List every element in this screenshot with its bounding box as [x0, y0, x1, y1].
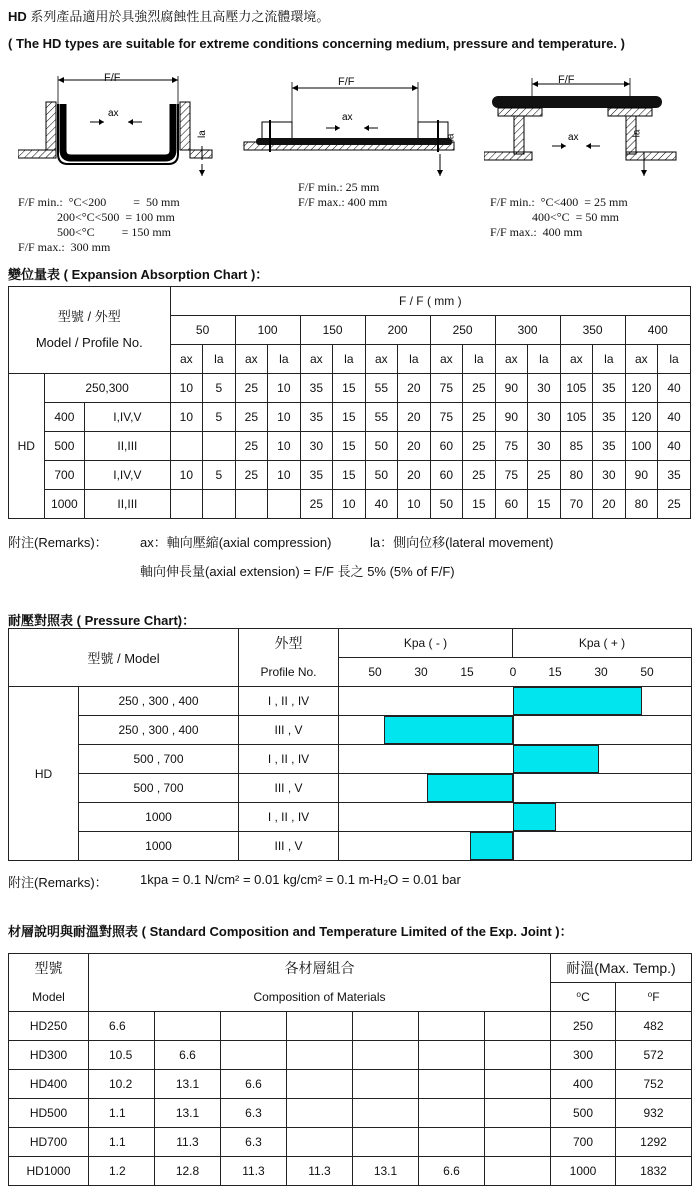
comp-layer — [419, 1012, 485, 1041]
pressure-zero-axis — [513, 716, 514, 744]
comp-layer — [485, 1070, 551, 1099]
pressure-remark-label: 附注(Remarks)： — [8, 875, 108, 890]
pressure-tick-label: 30 — [414, 665, 428, 679]
ax-label-3: ax — [568, 132, 579, 143]
exp-cell: 15 — [333, 374, 366, 403]
pressure-bar-cell — [339, 716, 692, 745]
exp-cell: 35 — [658, 461, 691, 490]
exp-cell: 30 — [593, 461, 626, 490]
comp-layer: 12.8 — [155, 1157, 221, 1186]
pressure-bar — [513, 803, 556, 831]
comp-layer — [353, 1128, 419, 1157]
comp-layer: 13.1 — [155, 1099, 221, 1128]
pressure-model: 500 , 700 — [79, 774, 239, 803]
pressure-tick-label: 15 — [548, 665, 562, 679]
exp-la-header: la — [203, 345, 236, 374]
pressure-bar-cell — [339, 745, 692, 774]
comp-header-unit-c: ⁰C — [551, 983, 616, 1012]
exp-row — [9, 432, 691, 461]
comp-header-comp-zh: 各材層組合 — [89, 954, 551, 983]
pressure-tick-label: 15 — [460, 665, 474, 679]
comp-layer — [419, 1041, 485, 1070]
exp-remark-ax: ax：軸向壓縮(axial compression) — [140, 535, 332, 550]
exp-cell: 55 — [365, 403, 398, 432]
exp-cell: 80 — [625, 490, 658, 519]
exp-ax-header: ax — [430, 345, 463, 374]
pressure-tick-label: 50 — [640, 665, 654, 679]
comp-layer — [287, 1099, 353, 1128]
diagram-3-caption: F/F min.: °C<400 = 25 mm 400<°C = 50 mm F/F max.: 400 mm — [490, 195, 628, 239]
exp-cell: 20 — [398, 461, 431, 490]
exp-model: 250,300 — [44, 374, 170, 403]
pressure-model: 250 , 300 , 400 — [79, 716, 239, 745]
exp-size-150: 150 — [300, 316, 365, 345]
exp-model: 700 — [44, 461, 85, 490]
exp-cell: 10 — [333, 490, 366, 519]
pressure-header-model: 型號 / Model — [9, 629, 239, 687]
exp-cell: 105 — [560, 403, 593, 432]
exp-cell: 105 — [560, 374, 593, 403]
comp-header-comp-en: Composition of Materials — [89, 983, 551, 1012]
exp-cell: 120 — [625, 403, 658, 432]
kpa-neg-label: Kpa ( - ) — [339, 629, 513, 657]
exp-cell: 80 — [560, 461, 593, 490]
exp-cell: 75 — [430, 374, 463, 403]
exp-cell: 20 — [593, 490, 626, 519]
comp-row — [9, 1099, 692, 1128]
exp-size-200: 200 — [365, 316, 430, 345]
ff-label-2: F/F — [338, 76, 355, 88]
diagram-u-profile — [18, 72, 218, 182]
exp-cell: 35 — [593, 374, 626, 403]
exp-cell: 10 — [170, 374, 203, 403]
comp-layer — [353, 1070, 419, 1099]
comp-temp-f: 482 — [616, 1012, 692, 1041]
exp-cell — [170, 490, 203, 519]
comp-temp-f: 932 — [616, 1099, 692, 1128]
comp-header-model-en: Model — [9, 983, 89, 1012]
comp-row — [9, 1012, 692, 1041]
exp-cell: 15 — [463, 490, 496, 519]
exp-size-100: 100 — [235, 316, 300, 345]
exp-cell: 25 — [528, 461, 561, 490]
exp-cell: 25 — [658, 490, 691, 519]
exp-header-model: 型號 / 外型 Model / Profile No. — [9, 287, 171, 374]
exp-cell: 60 — [495, 490, 528, 519]
exp-cell: 70 — [560, 490, 593, 519]
ff-label-1: F/F — [104, 72, 121, 84]
pressure-profile: I , II , IV — [239, 687, 339, 716]
exp-profile: I,IV,V — [85, 403, 170, 432]
comp-model: HD300 — [9, 1041, 89, 1070]
exp-cell: 40 — [658, 432, 691, 461]
comp-model: HD400 — [9, 1070, 89, 1099]
exp-model: 500 — [44, 432, 85, 461]
pressure-bar-cell — [339, 774, 692, 803]
exp-row — [9, 374, 691, 403]
exp-cell: 85 — [560, 432, 593, 461]
comp-layer — [485, 1128, 551, 1157]
ax-label-2: ax — [342, 112, 353, 123]
comp-temp-c: 300 — [551, 1041, 616, 1070]
kpa-pos-label: Kpa ( + ) — [578, 636, 626, 650]
exp-cell: 15 — [333, 432, 366, 461]
pressure-row — [9, 745, 692, 774]
pressure-bar-cell — [339, 687, 692, 716]
pressure-header-profile-en: Profile No. — [239, 658, 339, 687]
ax-label: ax — [108, 108, 119, 119]
exp-remark-label: 附注(Remarks)： — [8, 535, 108, 550]
exp-row — [9, 490, 691, 519]
exp-ax-header: ax — [170, 345, 203, 374]
comp-layer — [419, 1099, 485, 1128]
exp-cell: 20 — [398, 403, 431, 432]
exp-cell: 10 — [268, 403, 301, 432]
comp-layer: 13.1 — [353, 1157, 419, 1186]
exp-group-hd: HD — [9, 374, 45, 519]
pressure-model: 1000 — [79, 803, 239, 832]
comp-layer: 11.3 — [221, 1157, 287, 1186]
comp-layer: 10.5 — [89, 1041, 155, 1070]
exp-cell — [268, 490, 301, 519]
comp-layer — [353, 1012, 419, 1041]
exp-la-header: la — [593, 345, 626, 374]
exp-cell: 25 — [300, 490, 333, 519]
exp-cell: 25 — [235, 432, 268, 461]
comp-layer — [485, 1041, 551, 1070]
exp-cell: 50 — [365, 461, 398, 490]
comp-header-temp: 耐溫(Max. Temp.) — [551, 954, 692, 983]
exp-profile: II,III — [85, 432, 170, 461]
exp-cell: 10 — [268, 432, 301, 461]
pressure-header-profile-zh: 外型 — [239, 629, 339, 658]
exp-size-300: 300 — [495, 316, 560, 345]
pressure-row — [9, 832, 692, 861]
pressure-row — [9, 774, 692, 803]
exp-la-header: la — [658, 345, 691, 374]
exp-cell: 15 — [333, 461, 366, 490]
comp-layer — [485, 1012, 551, 1041]
pressure-bar — [384, 716, 513, 744]
pressure-profile: III , V — [239, 716, 339, 745]
comp-temp-c: 500 — [551, 1099, 616, 1128]
exp-cell: 90 — [625, 461, 658, 490]
exp-cell: 30 — [528, 374, 561, 403]
comp-layer: 6.3 — [221, 1099, 287, 1128]
comp-row — [9, 1070, 692, 1099]
pressure-row — [9, 716, 692, 745]
exp-la-header: la — [463, 345, 496, 374]
exp-profile: II,III — [85, 490, 170, 519]
pressure-row — [9, 687, 692, 716]
comp-header-model-zh: 型號 — [9, 954, 89, 983]
comp-layer: 11.3 — [287, 1157, 353, 1186]
comp-layer — [287, 1041, 353, 1070]
exp-cell: 90 — [495, 403, 528, 432]
comp-layer: 13.1 — [155, 1070, 221, 1099]
comp-model: HD500 — [9, 1099, 89, 1128]
exp-cell: 20 — [398, 374, 431, 403]
exp-cell: 30 — [528, 432, 561, 461]
comp-layer: 6.6 — [221, 1070, 287, 1099]
exp-remark-ext: 軸向伸長量(axial extension) = F/F 長之 5% (5% of F/F) — [140, 564, 455, 579]
pressure-model: 250 , 300 , 400 — [79, 687, 239, 716]
comp-header-unit-f: ⁰F — [616, 983, 692, 1012]
pressure-zero-axis — [513, 832, 514, 860]
la-label-2: la — [445, 133, 457, 142]
exp-row — [9, 403, 691, 432]
exp-ax-header: ax — [300, 345, 333, 374]
exp-header-ff: F / F ( mm ) — [170, 287, 690, 316]
pressure-profile: III , V — [239, 832, 339, 861]
exp-cell: 40 — [365, 490, 398, 519]
pressure-tick-label: 50 — [368, 665, 382, 679]
pressure-bar — [470, 832, 513, 860]
comp-layer — [353, 1041, 419, 1070]
exp-cell: 60 — [430, 461, 463, 490]
pressure-ticks — [339, 658, 692, 687]
exp-size-50: 50 — [170, 316, 235, 345]
comp-layer — [287, 1012, 353, 1041]
exp-ax-header: ax — [365, 345, 398, 374]
pressure-profile: I , II , IV — [239, 745, 339, 774]
la-label-3: la — [631, 129, 643, 138]
exp-cell: 15 — [333, 403, 366, 432]
exp-cell: 10 — [398, 490, 431, 519]
exp-cell: 30 — [300, 432, 333, 461]
exp-cell: 25 — [463, 461, 496, 490]
exp-ax-header: ax — [495, 345, 528, 374]
exp-cell: 25 — [235, 403, 268, 432]
comp-layer — [287, 1128, 353, 1157]
pressure-bar — [513, 687, 642, 715]
exp-cell: 25 — [235, 374, 268, 403]
comp-layer: 1.2 — [89, 1157, 155, 1186]
comp-temp-f: 1292 — [616, 1128, 692, 1157]
exp-ax-header: ax — [625, 345, 658, 374]
pressure-table — [8, 628, 692, 861]
pressure-bar — [427, 774, 513, 802]
pressure-bar-cell — [339, 832, 692, 861]
comp-model: HD700 — [9, 1128, 89, 1157]
comp-layer — [287, 1070, 353, 1099]
exp-cell: 120 — [625, 374, 658, 403]
comp-temp-f: 572 — [616, 1041, 692, 1070]
comp-layer — [485, 1099, 551, 1128]
exp-cell: 15 — [528, 490, 561, 519]
comp-temp-c: 400 — [551, 1070, 616, 1099]
pressure-zero-axis — [513, 774, 514, 802]
comp-layer: 10.2 — [89, 1070, 155, 1099]
exp-cell: 60 — [430, 432, 463, 461]
exp-cell: 10 — [170, 403, 203, 432]
ff-label-3: F/F — [558, 74, 575, 86]
exp-la-header: la — [528, 345, 561, 374]
comp-layer: 1.1 — [89, 1099, 155, 1128]
exp-cell: 90 — [495, 374, 528, 403]
la-label: la — [197, 130, 208, 138]
comp-row — [9, 1128, 692, 1157]
exp-profile: I,IV,V — [85, 461, 170, 490]
exp-cell: 35 — [300, 374, 333, 403]
comp-layer: 6.3 — [221, 1128, 287, 1157]
exp-la-header: la — [398, 345, 431, 374]
comp-temp-f: 1832 — [616, 1157, 692, 1186]
exp-cell: 100 — [625, 432, 658, 461]
exp-cell — [170, 432, 203, 461]
exp-cell: 55 — [365, 374, 398, 403]
pressure-bar-cell — [339, 803, 692, 832]
exp-size-400: 400 — [625, 316, 690, 345]
exp-model: 1000 — [44, 490, 85, 519]
comp-layer — [419, 1128, 485, 1157]
pressure-profile: I , II , IV — [239, 803, 339, 832]
exp-la-header: la — [333, 345, 366, 374]
diagram-h-profile — [484, 72, 694, 182]
pressure-remark-text: 1kpa = 0.1 N/cm² = 0.01 kg/cm² = 0.1 m-H₂O = 0.01 bar — [140, 872, 461, 887]
exp-remark-la: la：側向位移(lateral movement) — [370, 535, 554, 550]
exp-ax-header: ax — [235, 345, 268, 374]
comp-layer — [221, 1041, 287, 1070]
pressure-group-hd: HD — [9, 687, 79, 861]
exp-ax-header: ax — [560, 345, 593, 374]
composition-table — [8, 953, 692, 1186]
exp-size-350: 350 — [560, 316, 625, 345]
comp-row — [9, 1157, 692, 1186]
comp-layer — [155, 1012, 221, 1041]
pressure-header-kpa — [339, 629, 692, 658]
comp-layer — [419, 1070, 485, 1099]
exp-size-250: 250 — [430, 316, 495, 345]
comp-layer — [221, 1012, 287, 1041]
pressure-bar — [513, 745, 599, 773]
pressure-profile: III , V — [239, 774, 339, 803]
exp-cell: 75 — [430, 403, 463, 432]
exp-row — [9, 461, 691, 490]
exp-cell: 20 — [398, 432, 431, 461]
pressure-model: 1000 — [79, 832, 239, 861]
diagram-2-caption: F/F min.: 25 mm F/F max.: 400 mm — [298, 180, 388, 209]
pressure-row — [9, 803, 692, 832]
comp-temp-c: 250 — [551, 1012, 616, 1041]
exp-cell: 10 — [268, 461, 301, 490]
exp-cell: 40 — [658, 374, 691, 403]
exp-cell: 25 — [463, 432, 496, 461]
comp-layer: 6.6 — [419, 1157, 485, 1186]
exp-cell: 75 — [495, 461, 528, 490]
composition-title: 材層說明與耐溫對照表 ( Standard Composition and Temperature Limited of the Exp. Joint )： — [8, 924, 573, 939]
exp-cell — [203, 432, 236, 461]
comp-temp-c: 700 — [551, 1128, 616, 1157]
exp-cell: 25 — [463, 403, 496, 432]
exp-la-header: la — [268, 345, 301, 374]
exp-cell: 50 — [365, 432, 398, 461]
exp-model: 400 — [44, 403, 85, 432]
exp-cell: 5 — [203, 374, 236, 403]
intro-line-1: HD 系列產品適用於具強烈腐蝕性且高壓力之流體環境。 — [8, 9, 330, 24]
exp-cell: 5 — [203, 403, 236, 432]
intro-line-2: ( The HD types are suitable for extreme conditions concerning medium, pressure and temperature. ) — [8, 36, 625, 51]
pressure-tick-label: 30 — [594, 665, 608, 679]
exp-cell: 40 — [658, 403, 691, 432]
comp-layer: 11.3 — [155, 1128, 221, 1157]
pressure-tick-label: 0 — [509, 665, 517, 679]
exp-cell — [235, 490, 268, 519]
comp-temp-c: 1000 — [551, 1157, 616, 1186]
exp-cell: 10 — [170, 461, 203, 490]
diagram-1-caption: F/F min.: °C<200 = 50 mm 200<°C<500 = 100 mm 500<°C = 150 mm F/F max.: 300 mm — [18, 195, 180, 254]
exp-cell: 5 — [203, 461, 236, 490]
comp-layer: 1.1 — [89, 1128, 155, 1157]
exp-cell: 25 — [235, 461, 268, 490]
comp-layer — [353, 1099, 419, 1128]
pressure-model: 500 , 700 — [79, 745, 239, 774]
expansion-table — [8, 286, 691, 519]
comp-row — [9, 1041, 692, 1070]
exp-cell: 50 — [430, 490, 463, 519]
exp-cell: 35 — [593, 403, 626, 432]
diagram-flat-profile — [240, 72, 460, 182]
comp-model: HD1000 — [9, 1157, 89, 1186]
comp-layer: 6.6 — [89, 1012, 155, 1041]
exp-cell: 10 — [268, 374, 301, 403]
expansion-title: 變位量表 ( Expansion Absorption Chart )： — [8, 267, 269, 282]
exp-cell: 35 — [593, 432, 626, 461]
comp-layer — [485, 1157, 551, 1186]
comp-layer: 6.6 — [155, 1041, 221, 1070]
exp-cell: 75 — [495, 432, 528, 461]
comp-model: HD250 — [9, 1012, 89, 1041]
exp-cell: 30 — [528, 403, 561, 432]
comp-temp-f: 752 — [616, 1070, 692, 1099]
exp-cell — [203, 490, 236, 519]
exp-cell: 35 — [300, 461, 333, 490]
pressure-title: 耐壓對照表 ( Pressure Chart)： — [8, 613, 196, 628]
exp-cell: 25 — [463, 374, 496, 403]
exp-cell: 35 — [300, 403, 333, 432]
